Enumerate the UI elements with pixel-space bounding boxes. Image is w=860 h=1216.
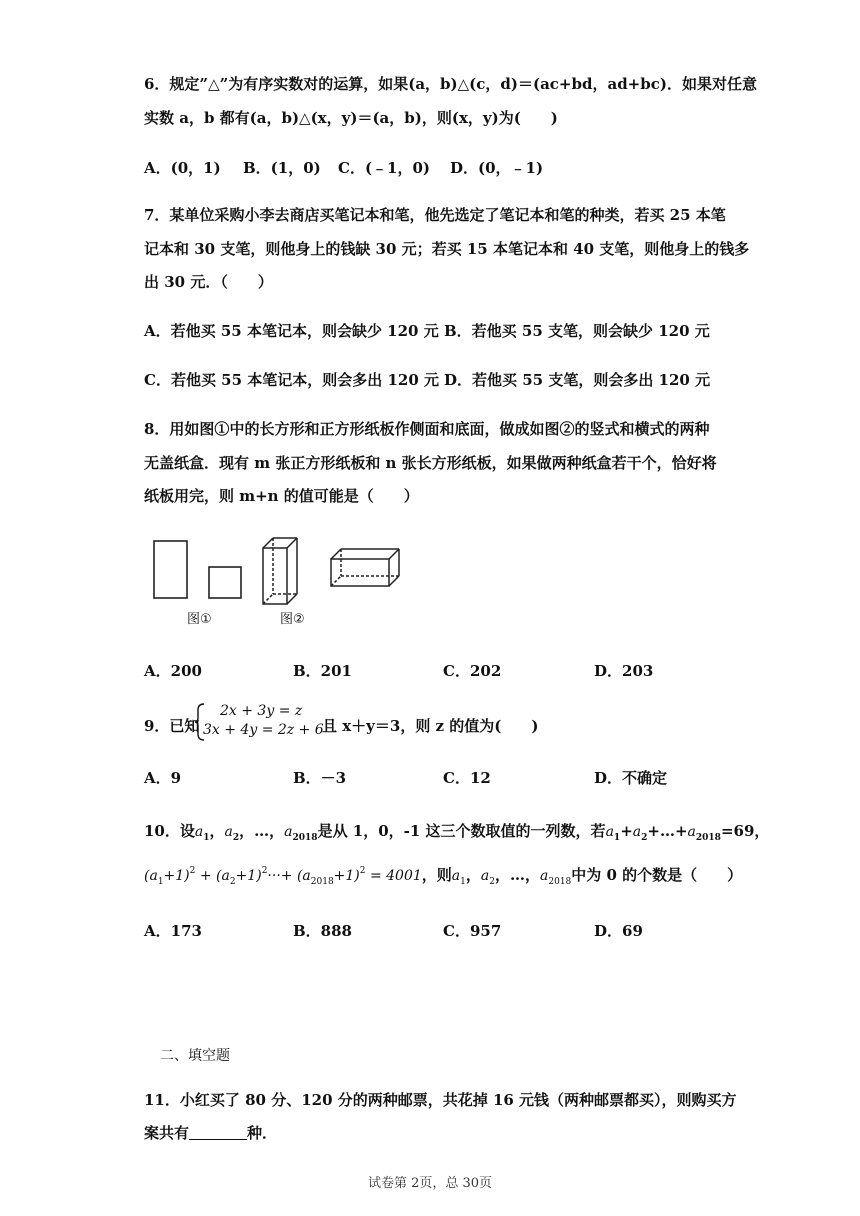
q10-sub: 2018 <box>292 833 318 843</box>
q10-dots: ，…， <box>239 822 285 840</box>
q10-sub: 1 <box>460 877 466 887</box>
q10-sub: 2 <box>229 877 236 887</box>
fig1-square <box>209 567 241 598</box>
q10-option-b: B．888 <box>293 922 352 940</box>
q8-option-a: A．200 <box>144 662 202 680</box>
q10-plus: + <box>620 822 633 840</box>
q10-line-1 <box>144 820 769 843</box>
q10-expr: +1) <box>333 868 360 884</box>
q6-option-b: B．(1，0) <box>243 159 321 177</box>
q10-var-a: a <box>632 824 642 840</box>
q8-option-d: D．203 <box>594 662 654 680</box>
q7-line-1: 7．某单位采购小李去商店买笔记本和笔，他先选定了笔记本和笔的种类，若买 25 本笔 <box>144 206 726 224</box>
q6-option-d: D．(0，﹣1) <box>450 159 544 177</box>
fig1-rectangle <box>154 541 187 598</box>
fig2-vertical-box <box>263 538 297 604</box>
q8-option-c: C．202 <box>443 662 502 680</box>
q10-text: 是从 1，0，-1 这三个数取值的一列数，若 <box>317 822 606 840</box>
q10-sub: 2018 <box>310 877 334 887</box>
q10-sup: 2 <box>189 866 196 876</box>
q10-sup: 2 <box>359 866 366 876</box>
section-title: 二、填空题 <box>160 1048 230 1064</box>
q10-var-a: a <box>284 824 293 840</box>
q10-sub: 2 <box>641 833 648 843</box>
q10-var-a: a <box>540 868 549 884</box>
q10-var-a: a <box>451 868 461 884</box>
q10-var-a: a <box>605 824 614 840</box>
q10-option-a: A．173 <box>144 922 202 940</box>
q8-line-1: 8．用如图①中的长方形和正方形纸板作侧面和底面，做成如图②的竖式和横式的两种 <box>144 420 710 438</box>
q6-line-1: 6．规定”△”为有序实数对的运算，如果(a，b)△(c，d)＝(ac+bd，ad+bc)．如果对任意 <box>144 75 757 93</box>
q8-line-2: 无盖纸盒．现有 m 张正方形纸板和 n 张长方形纸板，如果做两种纸盒若干个，恰好将 <box>144 454 717 472</box>
q9-option-b: B．－3 <box>293 769 347 787</box>
q10-var-a: a <box>480 868 490 884</box>
q10-sub: 2018 <box>695 833 721 843</box>
q10-option-c: C．957 <box>443 922 502 940</box>
q7-line-3: 出 30 元．（ ） <box>144 273 273 291</box>
q10-comma: ， <box>209 822 225 840</box>
q10-line-2 <box>144 864 742 887</box>
q7-option-c: C．若他买 55 本笔记本，则会多出 120 元 <box>144 371 440 389</box>
q11-text: 案共有 <box>144 1124 190 1142</box>
q10-expr: = 4001 <box>365 868 422 884</box>
q10-sup: 2 <box>261 866 268 876</box>
q10-option-d: D．69 <box>594 922 643 940</box>
fig2-label: 图② <box>280 612 305 627</box>
fig2-horizontal-box <box>331 549 399 586</box>
q10-comma: ， <box>465 866 481 884</box>
q10-sub: 2 <box>232 833 240 843</box>
q7-option-b: B．若他买 55 支笔，则会缺少 120 元 <box>444 322 710 340</box>
q11-line-1: 11．小红买了 80 分、120 分的两种邮票，共花掉 16 元钱（两种邮票都买），则购买方 <box>144 1091 737 1109</box>
q6-option-a: A．(0，1) <box>144 159 221 177</box>
q10-dots: ，…， <box>495 866 541 884</box>
q10-sub: 1 <box>203 833 210 843</box>
q10-expr: +1) <box>163 868 190 884</box>
q10-expr: +1) <box>235 868 262 884</box>
q9-prefix: 9．已知 <box>144 717 200 735</box>
q10-sub: 2 <box>489 877 495 887</box>
q10-text: ，则 <box>421 866 452 884</box>
q10-expr: ···+ (a <box>267 868 311 884</box>
q9-equation-2: 3x + 4y = 2z + 6 <box>203 722 324 738</box>
q11-text: 种． <box>247 1124 278 1142</box>
q10-sub: 2018 <box>548 877 572 887</box>
q10-plus-dots: +…+ <box>647 822 688 840</box>
q10-sum-value: =69， <box>720 822 770 840</box>
page-footer: 试卷第 2页，总 30页 <box>367 1176 493 1191</box>
q6-option-c: C．(﹣1，0) <box>338 159 431 177</box>
fig1-label: 图① <box>187 612 212 627</box>
q11-line-2 <box>144 1122 277 1143</box>
q10-sub: 1 <box>157 877 164 887</box>
q10-var-a: a <box>687 824 696 840</box>
q7-line-2: 记本和 30 支笔，则他身上的钱缺 30 元；若买 15 本笔记本和 40 支笔，则他身上的钱多 <box>144 240 750 258</box>
q8-option-b: B．201 <box>293 662 352 680</box>
q7-option-d: D．若他买 55 支笔，则会多出 120 元 <box>444 371 711 389</box>
q10-text: 中为 0 的个数是（ ） <box>571 866 743 884</box>
q7-option-a: A．若他买 55 本笔记本，则会缺少 120 元 <box>144 322 439 340</box>
q9-suffix: 且 x＋y＝3，则 z 的值为( ) <box>322 717 539 735</box>
q9-option-d: D．不确定 <box>594 769 668 787</box>
q10-sub: 1 <box>613 833 621 843</box>
q9-equation-1: 2x + 3y = z <box>220 703 303 719</box>
q9-option-a: A．9 <box>144 769 182 787</box>
answer-blank[interactable] <box>189 1125 247 1140</box>
q9-option-c: C．12 <box>443 769 491 787</box>
q10-var-a: a <box>224 824 233 840</box>
q10-prefix: 10．设 <box>144 822 195 840</box>
q10-expr: + (a <box>195 868 230 884</box>
q8-line-3: 纸板用完，则 m+n 的值可能是（ ） <box>144 487 419 505</box>
q10-var-a: a <box>194 824 204 840</box>
q10-expr: (a <box>144 868 158 884</box>
q6-line-2: 实数 a，b 都有(a，b)△(x，y)＝(a，b)，则(x，y)为( ) <box>144 109 558 127</box>
